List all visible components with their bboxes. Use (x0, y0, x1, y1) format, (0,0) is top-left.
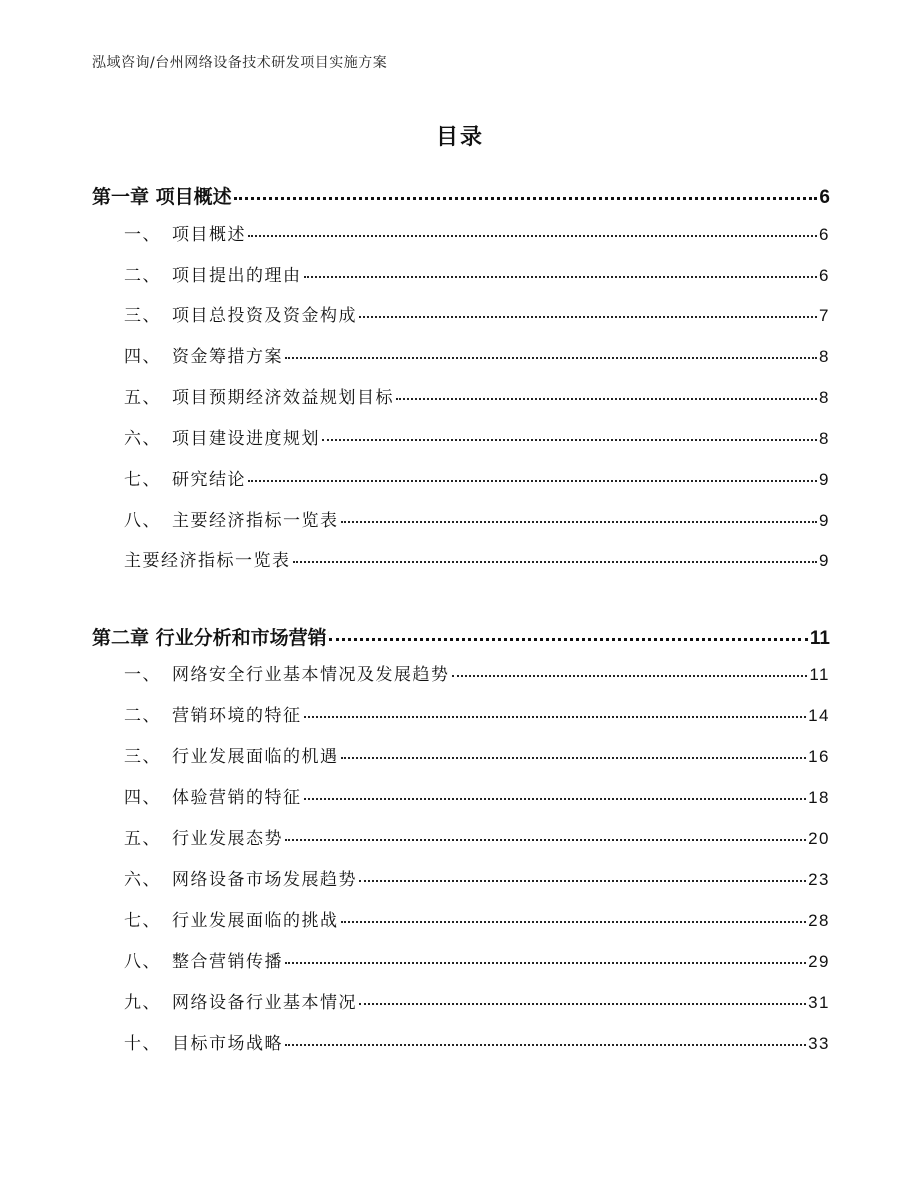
toc-entry-label (124, 783, 302, 808)
toc-entry-label (124, 824, 283, 849)
dot-leader (359, 868, 806, 885)
toc-entry[interactable] (92, 261, 830, 286)
toc-entry-number: 三、 (124, 747, 161, 767)
toc-entry-number: 一、 (124, 665, 161, 685)
toc-entry-number: 二、 (124, 266, 161, 286)
toc-page-number: 20 (808, 829, 830, 848)
toc-entry[interactable] (92, 506, 830, 531)
toc-title: 目录 (435, 125, 484, 150)
toc-entry-title: 行业发展面临的挑战 (172, 911, 339, 931)
toc-page-number: 11 (809, 628, 830, 649)
toc-entry[interactable] (92, 220, 830, 245)
toc-page-number: 31 (808, 993, 830, 1012)
toc-page-number: 8 (819, 347, 830, 366)
toc-entry-title: 研究结论 (172, 470, 246, 490)
toc-entry[interactable] (92, 865, 830, 890)
dot-leader (234, 184, 818, 203)
page-header: 泓域咨询/台州网络设备技术研发项目实施方案 (92, 55, 388, 71)
toc-entry-title: 资金筹措方案 (172, 347, 283, 367)
dot-leader (285, 1032, 806, 1049)
toc-page-number: 28 (808, 911, 830, 930)
toc-entry-label (124, 742, 339, 767)
toc-entry-title: 主要经济指标一览表 (124, 551, 291, 571)
dot-leader (359, 304, 817, 321)
toc-page-number: 8 (819, 388, 830, 407)
toc-entry[interactable] (92, 701, 830, 726)
toc-chapter-1[interactable] (92, 182, 830, 209)
toc-page-number: 9 (819, 511, 830, 530)
toc-entry-title: 整合营销传播 (172, 952, 283, 972)
toc-entry-number: 七、 (124, 911, 161, 931)
toc-entry-number: 四、 (124, 347, 161, 367)
dot-leader (293, 549, 818, 566)
toc-page-number: 8 (819, 429, 830, 448)
toc-entry[interactable] (92, 824, 830, 849)
dot-leader (248, 223, 817, 240)
toc-entry[interactable] (92, 465, 830, 490)
toc-entry[interactable] (92, 546, 830, 571)
toc-entry-label (124, 220, 246, 245)
toc-entry-number: 十、 (124, 1034, 161, 1054)
toc-entry-number: 七、 (124, 470, 161, 490)
toc-entry-title: 网络安全行业基本情况及发展趋势 (172, 665, 450, 685)
toc-page-number: 6 (819, 266, 830, 285)
toc-entry-label (124, 342, 283, 367)
toc-entry-number: 三、 (124, 306, 161, 326)
toc-entry[interactable] (92, 301, 830, 326)
toc-page-number: 16 (808, 747, 830, 766)
toc-entry-title: 网络设备行业基本情况 (172, 993, 357, 1013)
toc-entry-label (124, 465, 246, 490)
toc-entry-label (124, 1029, 283, 1054)
toc-entry-title: 目标市场战略 (172, 1034, 283, 1054)
toc-entry[interactable] (92, 783, 830, 808)
toc-entry-number: 一、 (124, 225, 161, 245)
dot-leader (304, 786, 807, 803)
toc-entry-title: 网络设备市场发展趋势 (172, 870, 357, 890)
dot-leader (285, 827, 806, 844)
toc-entry[interactable] (92, 660, 830, 685)
dot-leader (396, 386, 817, 403)
dot-leader (341, 745, 807, 762)
dot-leader (304, 704, 807, 721)
toc-entry-title: 营销环境的特征 (172, 706, 302, 726)
dot-leader (329, 625, 808, 644)
toc-entry-label (124, 301, 357, 326)
toc-chapter-2[interactable] (92, 623, 830, 650)
toc-entry-label (124, 424, 320, 449)
toc-entry-label (124, 906, 339, 931)
toc-entry[interactable] (92, 988, 830, 1013)
toc-page-number: 18 (808, 788, 830, 807)
dot-leader (452, 663, 808, 680)
toc-entry[interactable] (92, 383, 830, 408)
toc-entry[interactable] (92, 947, 830, 972)
toc-entry-title: 项目概述 (172, 225, 246, 245)
toc-entry[interactable] (92, 1029, 830, 1054)
toc-entry-label (124, 701, 302, 726)
toc-page-number: 9 (819, 470, 830, 489)
dot-leader (304, 264, 818, 281)
toc-entry[interactable] (92, 906, 830, 931)
toc-entry-label (124, 383, 394, 408)
toc-page-number: 33 (808, 1034, 830, 1053)
toc-entry-label (124, 660, 450, 685)
toc-entry-title: 行业发展态势 (172, 829, 283, 849)
toc-page-number: 14 (808, 706, 830, 725)
toc-entry-label (124, 506, 339, 531)
toc-entry-title: 项目提出的理由 (172, 266, 302, 286)
toc-entry-title: 主要经济指标一览表 (172, 511, 339, 531)
toc-entry-number: 八、 (124, 952, 161, 972)
toc-page-number: 29 (808, 952, 830, 971)
toc-page-number: 6 (819, 225, 830, 244)
toc-page-number: 23 (808, 870, 830, 889)
toc-entry-number: 四、 (124, 788, 161, 808)
toc-entry[interactable] (92, 342, 830, 367)
toc-entry-number: 二、 (124, 706, 161, 726)
toc-chapter-label: 第二章 行业分析和市场营销 (92, 627, 327, 649)
dot-leader (285, 345, 817, 362)
toc-entry-title: 体验营销的特征 (172, 788, 302, 808)
toc-entry-title: 行业发展面临的机遇 (172, 747, 339, 767)
toc-page-number: 7 (819, 306, 830, 325)
toc-chapter-label: 第一章 项目概述 (92, 186, 232, 208)
toc-entry-label (124, 261, 302, 286)
toc-entry-title: 项目总投资及资金构成 (172, 306, 357, 326)
toc-entry-number: 五、 (124, 388, 161, 408)
dot-leader (248, 468, 817, 485)
toc-entry-number: 八、 (124, 511, 161, 531)
toc-entry-number: 六、 (124, 870, 161, 890)
toc-entry-number: 六、 (124, 429, 161, 449)
toc-entry[interactable] (92, 742, 830, 767)
toc-entry-number: 五、 (124, 829, 161, 849)
dot-leader (341, 509, 818, 526)
dot-leader (341, 909, 807, 926)
toc-page-number: 11 (809, 665, 830, 684)
toc-entry-title: 项目建设进度规划 (172, 429, 320, 449)
toc-page-number: 6 (819, 187, 830, 208)
dot-leader (322, 427, 817, 444)
toc-entry-title: 项目预期经济效益规划目标 (172, 388, 394, 408)
dot-leader (359, 991, 806, 1008)
toc-entry-label (124, 865, 357, 890)
toc-page-number: 9 (819, 551, 830, 570)
toc-entry-label (124, 988, 357, 1013)
toc-entry-number: 九、 (124, 993, 161, 1013)
toc-entry-label (124, 947, 283, 972)
dot-leader (285, 950, 806, 967)
toc-entry[interactable] (92, 424, 830, 449)
